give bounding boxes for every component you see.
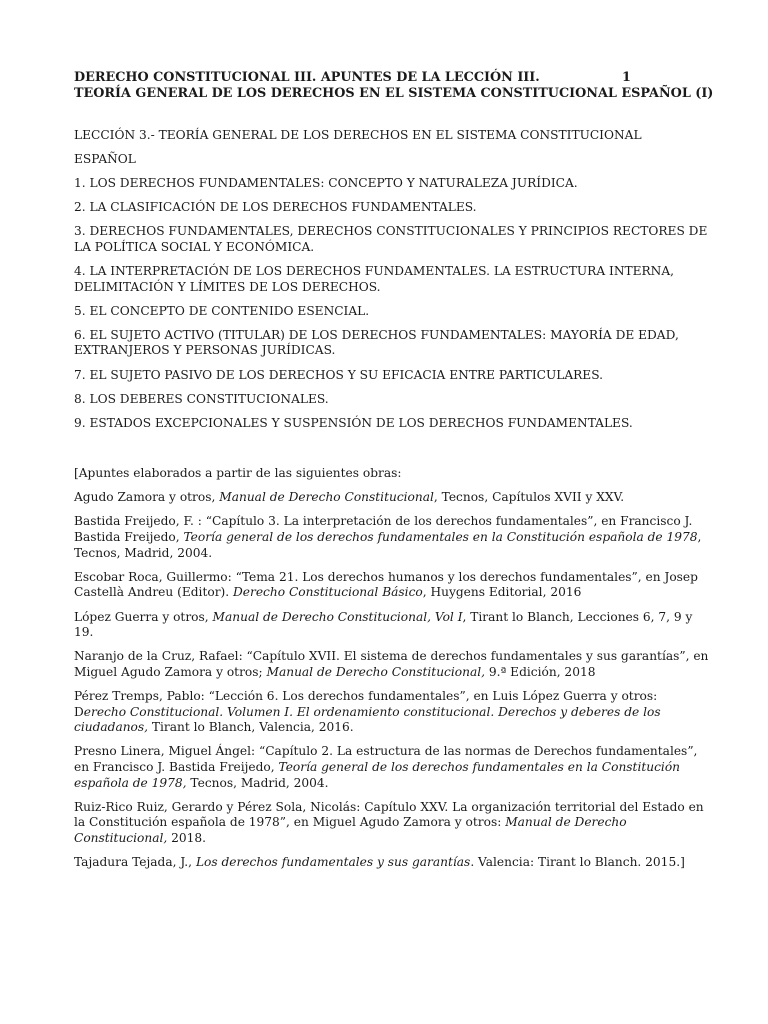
source-text: Tajadura Tejada, J.,: [74, 855, 196, 870]
source-title-italic: erecho Constitucional. Volumen I. El ordenamiento constitucional. Derechos y deberes de los ciudadanos,: [74, 704, 661, 735]
source-text: Naranjo de la Cruz, Rafael: “Capítulo XVII. El sistema de derechos fundamentales y sus garantías”, en Miguel Agudo Zamora y otros;: [74, 649, 709, 679]
source-title-italic: Teoría general de los derechos fundamentales en la Constitución española de 1978: [183, 529, 698, 544]
source-text: 9.ª Edición, 2018: [485, 664, 596, 679]
header-title: DERECHO CONSTITUCIONAL III. APUNTES DE LA LECCIÓN III.: [74, 70, 540, 85]
page-number: 1: [622, 70, 631, 85]
lesson-item: 7. EL SUJETO PASIVO DE LOS DERECHOS Y SU EFICACIA ENTRE PARTICULARES.: [74, 367, 603, 382]
lesson-outline: [74, 128, 710, 440]
source-text: , Tecnos, Madrid, 2004.: [74, 529, 702, 560]
source-text: Escobar Roca, Guillermo: “Tema 21. Los derechos humanos y los derechos fundamentales”, en Josep Castellà Andreu (Editor).: [74, 569, 698, 600]
source-entry: [74, 490, 710, 506]
source-entry: [74, 610, 710, 641]
source-text: , Tecnos, Capítulos XVII y XXV.: [433, 490, 625, 505]
document-header: [74, 70, 714, 102]
lesson-item: 9. ESTADOS EXCEPCIONALES Y SUSPENSIÓN DE LOS DERECHOS FUNDAMENTALES.: [74, 415, 633, 430]
header-line-1: [74, 70, 714, 86]
source-text: Agudo Zamora y otros,: [74, 490, 220, 505]
source-text: , Huygens Editorial, 2016: [422, 585, 582, 600]
source-entry: [74, 689, 710, 736]
source-entry: [74, 855, 710, 871]
source-title-italic: Manual de Derecho Constitucional, Vol I: [212, 609, 463, 624]
source-entry: [74, 649, 710, 680]
sources-section: [74, 466, 710, 879]
source-text: Pérez Tremps, Pablo: “Lección 6. Los derechos fundamentales”, en Luis López Guerra y otros: D: [74, 689, 658, 719]
lesson-item: 3. DERECHOS FUNDAMENTALES, DERECHOS CONSTITUCIONALES Y PRINCIPIOS RECTORES DE LA POLÍTICA SOCIAL Y ECONÓMICA.: [74, 224, 708, 254]
source-text: 2018.: [167, 831, 207, 846]
lesson-title-line-2: ESPAÑOL: [74, 152, 136, 167]
source-title-italic: Manual de Derecho Constitucional,: [74, 815, 627, 846]
source-entry: [74, 744, 710, 791]
lesson-items: [74, 176, 710, 431]
source-text: Presno Linera, Miguel Ángel: “Capítulo 2. La estructura de las normas de Derechos fundamentales”, en Francisco J. Bastida Freijedo,: [74, 744, 698, 775]
lesson-item: 4. LA INTERPRETACIÓN DE LOS DERECHOS FUNDAMENTALES. LA ESTRUCTURA INTERNA, DELIMITACIÓN Y LÍMITES DE LOS DERECHOS.: [74, 264, 675, 294]
source-title-italic: Derecho Constitucional Básico: [233, 585, 423, 600]
source-text: Ruiz-Rico Ruiz, Gerardo y Pérez Sola, Nicolás: Capítulo XXV. La organización territorial del Estado en la Constitución española de 1978”, en Miguel Agudo Zamora y otros:: [74, 799, 704, 830]
source-title-italic: Manual de Derecho Constitucional: [219, 490, 434, 505]
header-subtitle: TEORÍA GENERAL DE LOS DERECHOS EN EL SISTEMA CONSTITUCIONAL ESPAÑOL (I): [74, 86, 714, 101]
lesson-item: 2. LA CLASIFICACIÓN DE LOS DERECHOS FUNDAMENTALES.: [74, 200, 477, 215]
lesson-item: 5. EL CONCEPTO DE CONTENIDO ESENCIAL.: [74, 303, 370, 318]
source-entries: [74, 490, 710, 871]
lesson-item: 6. EL SUJETO ACTIVO (TITULAR) DE LOS DERECHOS FUNDAMENTALES: MAYORÍA DE EDAD, EXTRANJEROS Y PERSONAS JURÍDICAS.: [74, 327, 679, 358]
lesson-item: 1. LOS DERECHOS FUNDAMENTALES: CONCEPTO Y NATURALEZA JURÍDICA.: [74, 176, 578, 191]
source-entry: [74, 800, 710, 847]
lesson-item: 8. LOS DEBERES CONSTITUCIONALES.: [74, 391, 329, 406]
source-text: Bastida Freijedo, F. : “Capítulo 3. La interpretación de los derechos fundamentales”, en Francisco J. Bastida Freijedo,: [74, 514, 693, 544]
source-text: López Guerra y otros,: [74, 609, 213, 624]
source-title-italic: Los derechos fundamentales y sus garantías: [195, 855, 471, 870]
source-text: Tecnos, Madrid, 2004.: [186, 775, 329, 790]
source-entry: [74, 570, 710, 601]
sources-intro: [Apuntes elaborados a partir de las siguientes obras:: [74, 466, 402, 480]
source-title-italic: Manual de Derecho Constitucional,: [266, 664, 486, 679]
source-text: , Tirant lo Blanch, Lecciones 6, 7, 9 y 19.: [74, 609, 693, 640]
lesson-title-line-1: LECCIÓN 3.- TEORÍA GENERAL DE LOS DERECHOS EN EL SISTEMA CONSTITUCIONAL: [74, 128, 642, 142]
source-text: . Valencia: Tirant lo Blanch. 2015.]: [470, 855, 685, 870]
source-text: Tirant lo Blanch, Valencia, 2016.: [148, 720, 354, 735]
source-title-italic: Teoría general de los derechos fundamentales en la Constitución española de 1978,: [74, 760, 681, 790]
source-entry: [74, 514, 710, 561]
